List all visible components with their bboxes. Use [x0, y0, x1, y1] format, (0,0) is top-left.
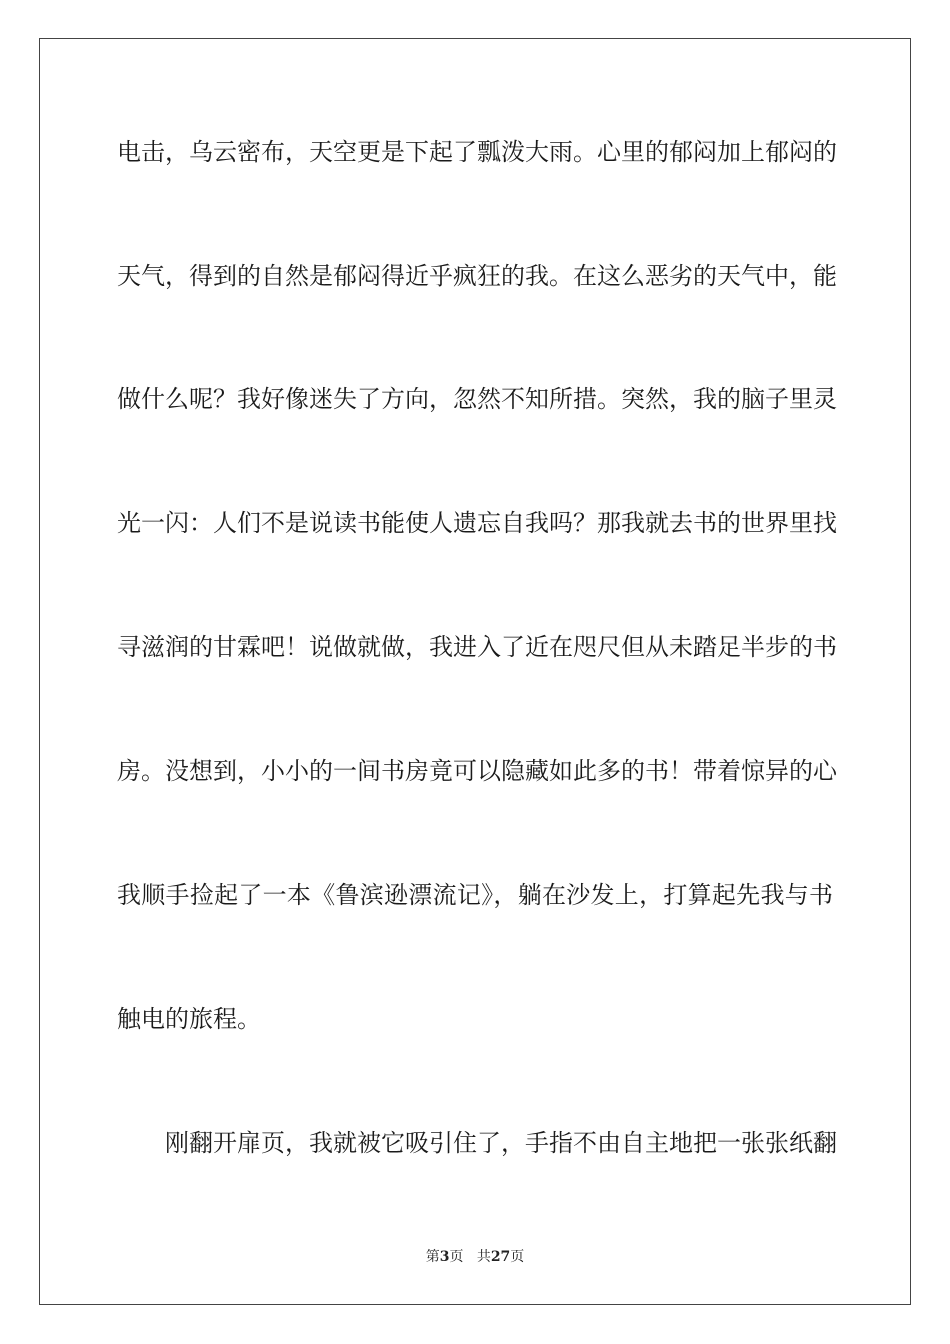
- text-line: 我顺手捡起了一本《鲁滨逊漂流记》，躺在沙发上，打算起先我与书: [117, 881, 833, 909]
- text-line: 寻滋润的甘霖吧！说做就做，我进入了近在咫尺但从未踏足半步的书: [117, 633, 837, 661]
- text-line: 光一闪：人们不是说读书能使人遗忘自我吗？那我就去书的世界里找: [117, 509, 837, 537]
- text-line: 电击，乌云密布，天空更是下起了瓢泼大雨。心里的郁闷加上郁闷的: [117, 138, 837, 166]
- page-border: [39, 38, 911, 1305]
- text-line: 触电的旅程。: [117, 1005, 261, 1033]
- text-line: 做什么呢？我好像迷失了方向，忽然不知所措。突然，我的脑子里灵: [117, 385, 837, 413]
- text-line: 天气，得到的自然是郁闷得近乎疯狂的我。在这么恶劣的天气中，能: [117, 262, 837, 290]
- page-suffix: 页: [449, 1249, 464, 1265]
- page-prefix: 第: [425, 1249, 440, 1265]
- paragraph-start-line: 刚翻开扉页，我就被它吸引住了，手指不由自主地把一张张纸翻: [165, 1129, 837, 1157]
- text-line: 房。没想到，小小的一间书房竟可以隐藏如此多的书！带着惊异的心: [117, 757, 837, 785]
- total-suffix: 页: [510, 1249, 525, 1265]
- page-footer: [0, 1248, 950, 1266]
- total-pages: 27: [490, 1249, 511, 1265]
- total-prefix: 共: [476, 1249, 491, 1265]
- page-number: 3: [439, 1249, 450, 1265]
